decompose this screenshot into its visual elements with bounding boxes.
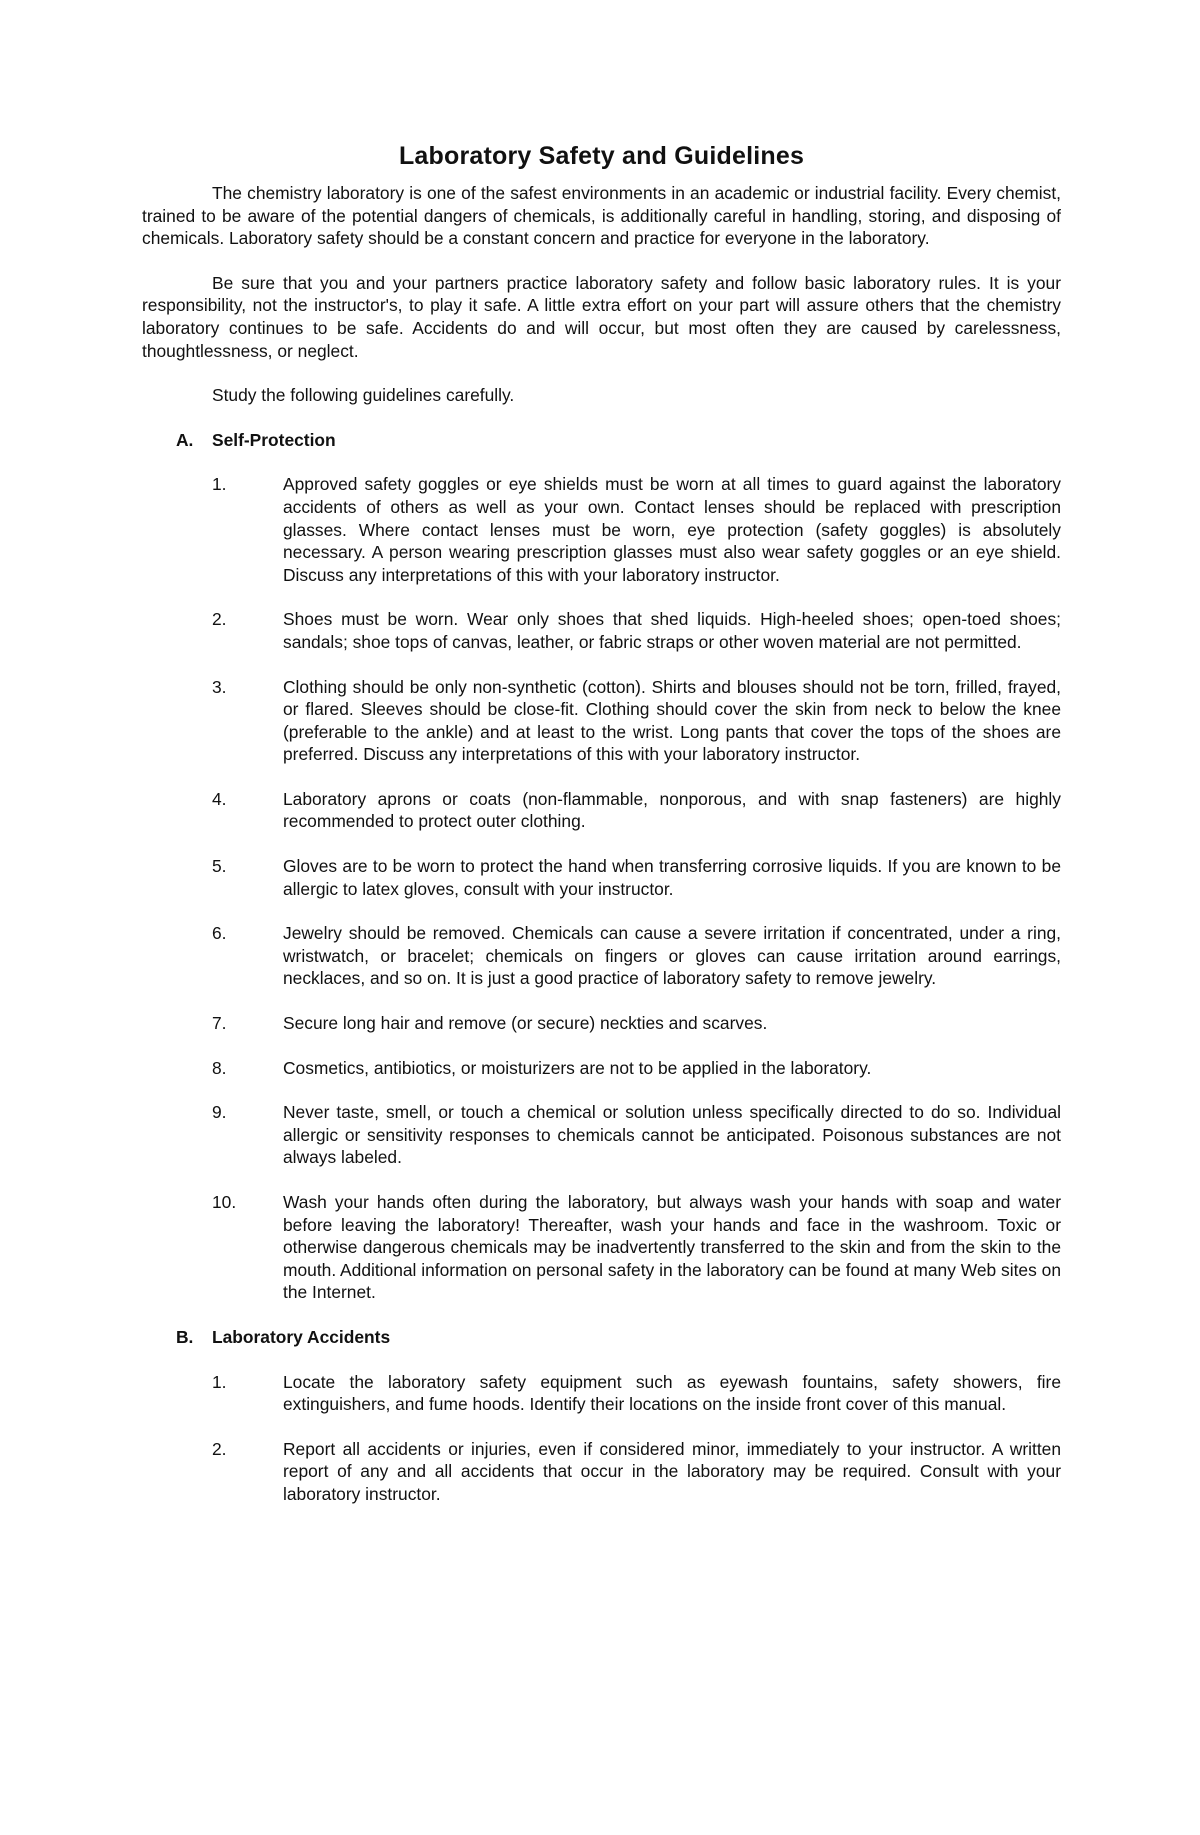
list-item [142, 922, 1061, 990]
item-number: 2. [212, 1438, 227, 1459]
section-letter: A. [176, 429, 194, 450]
list-item [142, 608, 1061, 653]
section-heading-laboratory-accidents [176, 1326, 1061, 1349]
item-text: Wash your hands often during the laboratory, but always wash your hands with soap and water before leaving the laboratory! Thereafter, wash your hands and face in the washroom. Toxic or otherwise dangerous chemicals may be inadvertently transferred to the skin and from the skin to the mouth. Additional information on personal safety in the laboratory can be found at many Web sites on the Internet. [283, 1192, 1061, 1303]
intro-paragraph: The chemistry laboratory is one of the safest environments in an academic or industrial facility. Every chemist, trained to be aware of the potential dangers of chemicals, is additionally careful in handling, storing, and disposing of chemicals. Laboratory safety should be a constant concern and practice for everyone in the laboratory. [142, 183, 1061, 249]
item-number: 1. [212, 1371, 227, 1392]
list-item [142, 1371, 1061, 1416]
item-text: Approved safety goggles or eye shields must be worn at all times to guard against the laboratory accidents of others as well as your own. Contact lenses should be replaced with prescription glasses. Where contact lenses must be worn, eye protection (safety goggles) is absolutely necessary. A person wearing prescription glasses must also wear safety goggles or an eye shield. Discuss any interpretations of this with your laboratory instructor. [283, 474, 1061, 585]
item-number: 8. [212, 1057, 227, 1078]
item-text: Secure long hair and remove (or secure) neckties and scarves. [283, 1013, 768, 1034]
item-text: Jewelry should be removed. Chemicals can cause a severe irritation if concentrated, under a ring, wristwatch, or bracelet; chemicals on fingers or gloves can cause irritation around earrings, necklaces, and so on. It is just a good practice of laboratory safety to remove jewelry. [283, 923, 1061, 989]
item-number: 2. [212, 609, 227, 630]
item-number: 1. [212, 474, 227, 495]
intro-paragraph: Study the following guidelines carefully. [212, 385, 515, 406]
item-number: 7. [212, 1013, 227, 1034]
list-item [142, 676, 1061, 766]
item-number: 6. [212, 923, 227, 944]
section-letter: B. [176, 1326, 194, 1347]
list-item [142, 1012, 1061, 1035]
list-item [142, 1191, 1061, 1304]
item-text: Laboratory aprons or coats (non-flammable, nonporous, and with snap fasteners) are highly recommended to protect outer clothing. [283, 788, 1061, 832]
section-title: Self-Protection [212, 429, 336, 450]
page-title: Laboratory Safety and Guidelines [398, 142, 805, 170]
item-number: 3. [212, 676, 227, 697]
list-item [142, 473, 1061, 586]
item-text: Never taste, smell, or touch a chemical or solution unless specifically directed to do so. Individual allergic or sensitivity responses to chemicals cannot be anticipated. Poisonous substances are not always labeled. [283, 1102, 1061, 1168]
laboratory-accidents-list [142, 1371, 1061, 1506]
item-number: 4. [212, 788, 227, 809]
list-item [142, 855, 1061, 900]
list-item [142, 1101, 1061, 1169]
item-text: Gloves are to be worn to protect the hand when transferring corrosive liquids. If you are known to be allergic to latex gloves, consult with your instructor. [283, 856, 1061, 899]
list-item [142, 788, 1061, 833]
list-item [142, 1438, 1061, 1506]
item-text: Clothing should be only non-synthetic (cotton). Shirts and blouses should not be torn, frilled, frayed, or flared. Sleeves should be close-fit. Clothing should cover the skin from neck to below the knee (preferable to the ankle) and at least to the wrist. Long pants that cover the tops of the shoes are preferred. Discuss any interpretations of this with your laboratory instructor. [283, 676, 1061, 765]
intro-paragraph: Be sure that you and your partners practice laboratory safety and follow basic laboratory rules. It is your responsibility, not the instructor's, to play it safe. A little extra effort on your part will assure others that the chemistry laboratory continues to be safe. Accidents do and will occur, but most often they are caused by carelessness, thoughtlessness, or neglect. [142, 272, 1061, 361]
item-text: Report all accidents or injuries, even if considered minor, immediately to your instructor. A written report of any and all accidents that occur in the laboratory may be required. Consult with your laboratory instructor. [283, 1438, 1061, 1504]
section-title: Laboratory Accidents [212, 1326, 391, 1347]
item-number: 9. [212, 1102, 227, 1123]
self-protection-list [142, 473, 1061, 1304]
item-number: 10. [212, 1192, 237, 1212]
item-text: Shoes must be worn. Wear only shoes that shed liquids. High-heeled shoes; open-toed shoes; sandals; shoe tops of canvas, leather, or fabric straps or other woven material are not permitted. [283, 609, 1061, 652]
document-body [142, 140, 1061, 1528]
item-number: 5. [212, 856, 227, 877]
item-text: Locate the laboratory safety equipment such as eyewash fountains, safety showers, fire extinguishers, and fume hoods. Identify their locations on the inside front cover of this manual. [283, 1371, 1061, 1415]
list-item [142, 1057, 1061, 1080]
item-text: Cosmetics, antibiotics, or moisturizers are not to be applied in the laboratory. [283, 1057, 872, 1078]
section-heading-self-protection [176, 429, 1061, 452]
